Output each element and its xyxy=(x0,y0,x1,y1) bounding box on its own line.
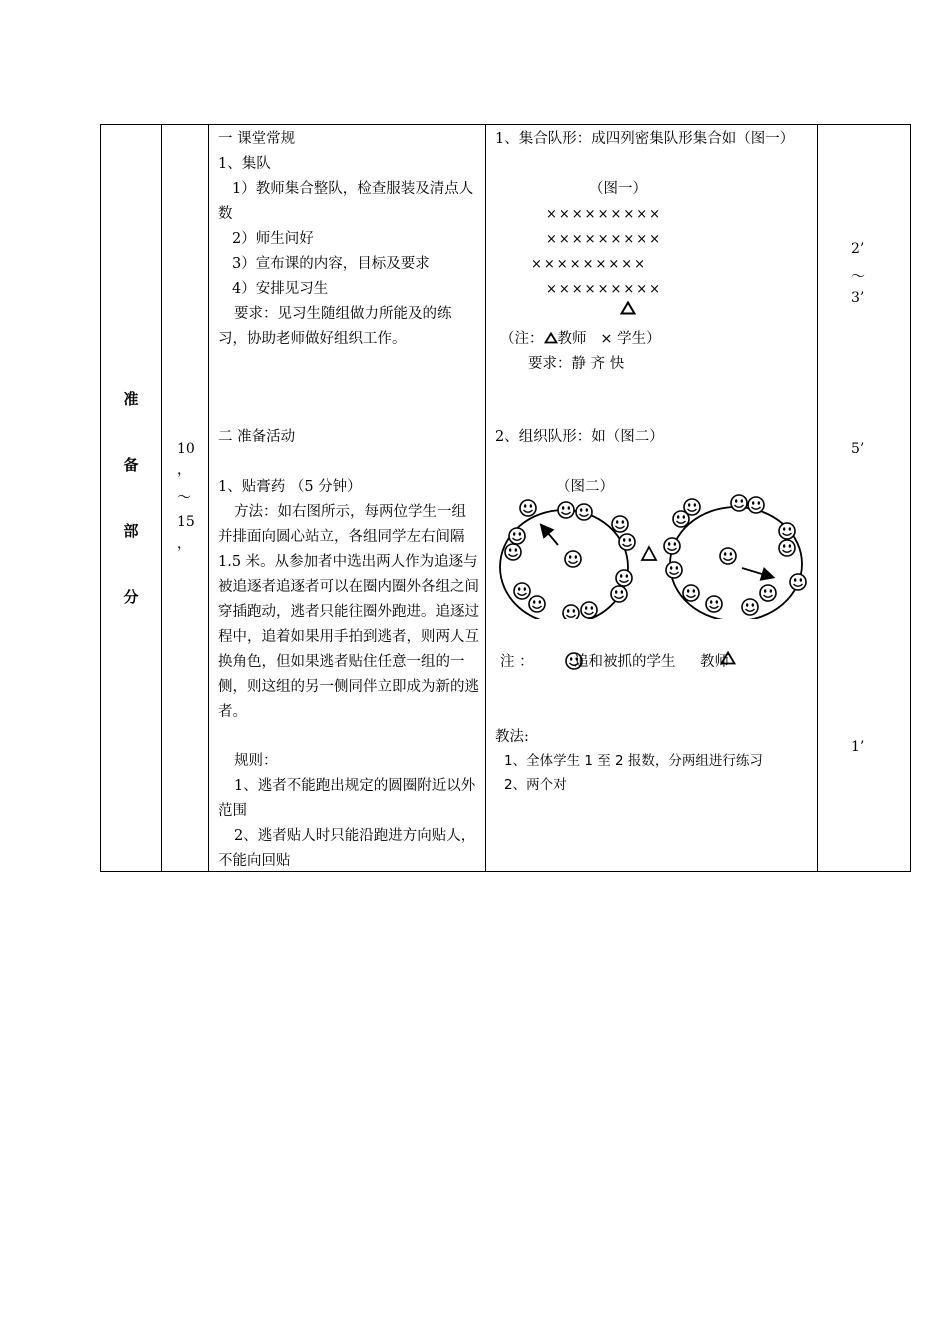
time-1: 1’ xyxy=(851,739,865,755)
time-2: 2’ xyxy=(851,241,865,257)
step1: 1）教师集合整队，检查服装及清点人数 xyxy=(218,181,474,222)
arrow xyxy=(542,526,558,545)
item1: 1、集队 xyxy=(218,156,271,172)
x-row: ××××××××× xyxy=(546,282,663,297)
time-3: 3’ xyxy=(851,290,865,306)
organization-cell xyxy=(486,125,818,872)
legend xyxy=(500,327,661,352)
formation1-desc: 1、集合队形：成四列密集队形集合如（图一） xyxy=(495,131,795,147)
duration-sep: ， xyxy=(177,462,191,478)
duration-start: 10 xyxy=(177,441,195,457)
teacher-triangle-icon xyxy=(642,547,656,560)
rules-title: 规则： xyxy=(234,753,278,769)
teacher-triangle-icon xyxy=(544,332,558,344)
arrow xyxy=(742,568,772,577)
legend-student: × 学生） xyxy=(600,331,661,347)
game-formation-diagram xyxy=(486,489,817,619)
content-cell xyxy=(209,125,486,872)
teach2: 2、两个对 xyxy=(504,777,567,793)
duration-end: 15 xyxy=(177,514,195,530)
time-tilde: ～ xyxy=(851,269,865,285)
section-char: 分 xyxy=(123,588,139,606)
part1-title: 一 课堂常规 xyxy=(218,131,296,147)
fig1-caption: （图一） xyxy=(589,181,647,197)
right-group-students xyxy=(664,495,806,615)
method: 方法：如右图所示，每两位学生一组并排面向圆心站立，各组同学左右间隔 1.5 米。从参加者中选出两人作为追逐与被追逐者追逐者可以在圈内圈外各组之间穿插跑动，逃者只能往圈外跑进。追逐过程中，追着如果用手拍到逃者，则两人互换角色，但如果逃者贴住任意一组的一侧，则这组的另一侧同伴立即成为新的逃者。 xyxy=(218,504,479,720)
step2: 2）师生问好 xyxy=(232,231,314,247)
rule1: 1、逃者不能跑出规定的圆圈附近以外范围 xyxy=(218,778,476,819)
note-teacher: 教师 xyxy=(700,654,729,670)
formation1-requirement: 要求：静 齐 快 xyxy=(528,356,625,372)
part2-title: 二 准备活动 xyxy=(218,429,296,445)
step4: 4）安排见习生 xyxy=(232,281,329,297)
duration-sep: ， xyxy=(177,536,191,552)
teacher-triangle-icon xyxy=(620,301,636,315)
note-prefix: 注 ： xyxy=(500,654,534,670)
x-row: ××××××××× xyxy=(531,257,648,272)
left-circle xyxy=(500,510,628,619)
lesson-plan-table xyxy=(100,124,911,872)
game-title: 1、贴膏药 （5 分钟） xyxy=(218,479,362,495)
rule2: 2、逃者贴人时只能沿跑进方向贴人，不能向回贴 xyxy=(218,828,476,869)
section-char: 部 xyxy=(123,522,139,540)
legend-teacher: 教师 xyxy=(557,331,587,347)
note-students: 追和被抓的学生 xyxy=(574,654,676,670)
teach1: 1、全体学生 1 至 2 报数，分两组进行练习 xyxy=(504,753,763,769)
fig2-caption: （图二） xyxy=(556,479,614,495)
time-cell xyxy=(818,125,911,872)
legend-prefix: （注： xyxy=(500,331,544,347)
requirement: 要求：见习生随组做力所能及的练习，协助老师做好组织工作。 xyxy=(218,306,452,347)
x-row: ××××××××× xyxy=(546,207,663,222)
x-row: ××××××××× xyxy=(546,232,663,247)
time-5: 5’ xyxy=(851,441,865,457)
duration-cell xyxy=(162,125,209,872)
step3: 3）宣布课的内容，目标及要求 xyxy=(232,256,430,272)
duration-tilde: ～ xyxy=(177,490,191,506)
teacher-triangle-icon xyxy=(720,651,736,665)
formation2-desc: 2、组织队形：如（图二） xyxy=(495,429,664,445)
section-char: 准 xyxy=(123,390,139,408)
left-group-students xyxy=(505,500,635,619)
section-char: 备 xyxy=(123,456,139,474)
section-label-cell xyxy=(101,125,162,872)
teaching-title: 教法: xyxy=(495,729,529,745)
